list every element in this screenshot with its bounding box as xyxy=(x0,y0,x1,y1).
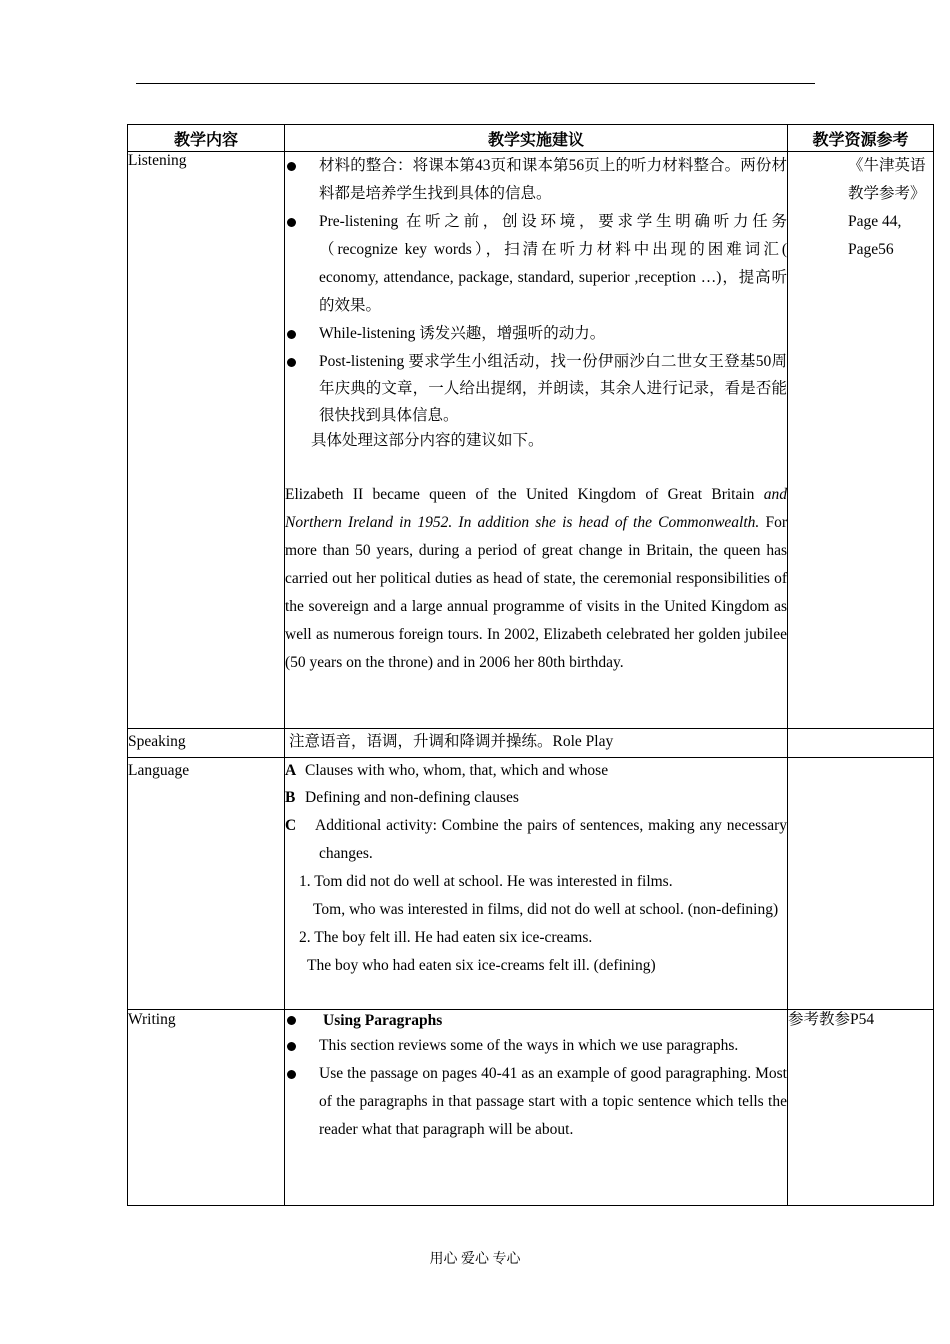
bullet-icon xyxy=(287,330,296,339)
writing-suggestions xyxy=(285,1010,788,1206)
listening-label: Listening xyxy=(128,152,285,729)
table-row-language xyxy=(128,758,934,1010)
bullet-icon xyxy=(287,162,296,171)
table-header-row xyxy=(128,125,934,152)
bullet-icon xyxy=(287,1070,296,1079)
lesson-plan-table xyxy=(127,124,934,1206)
example-answer: Tom, who was interested in films, did not do well at school. (non-defining) xyxy=(313,901,779,918)
list-item: Pre-listening 在听之前，创设环境，要求学生明确听力任务（recognize key words），扫清在听力材料中出现的困难词汇( economy, attendance, package, standard, superior ,reception …)，提高听的效果。 xyxy=(285,208,787,320)
table-row-speaking xyxy=(128,729,934,758)
list-item: While-listening 诱发兴趣，增强听的动力。 xyxy=(285,320,787,348)
header-teaching-content: 教学内容 xyxy=(128,125,285,152)
list-item: 材料的整合：将课本第43页和课本第56页上的听力材料整合。两份材料都是培养学生找到具体的信息。 xyxy=(285,152,787,208)
bullet-icon xyxy=(287,1016,296,1025)
speaking-label: Speaking xyxy=(128,729,285,758)
table-row-writing xyxy=(128,1010,934,1206)
language-suggestions xyxy=(285,758,788,1010)
writing-label: Writing xyxy=(128,1010,285,1206)
list-item: This section reviews some of the ways in which we use paragraphs. xyxy=(285,1032,787,1060)
list-item: Post-listening 要求学生小组活动，找一份伊丽沙白二世女王登基50周年庆典的文章，一人给出提纲，并朗读，其余人进行记录，看是否能很快找到具体信息。 xyxy=(285,348,787,429)
list-item: A Clauses with who, whom, that, which and whose xyxy=(285,762,609,779)
list-item: Using Paragraphs xyxy=(285,1010,787,1032)
language-resource xyxy=(788,758,934,1010)
bullet-icon xyxy=(287,1042,296,1051)
listening-passage: Elizabeth II became queen of the United Kingdom of Great Britain and Northern Ireland in 1952. In addition she is head of the Commonwealth. For more than 50 years, during a period of great change in Britain, the queen has carried out her political duties as head of state, the ceremonial responsibilities of the sovereign and a large annual programme of visits in the United Kingdom as well as numerous foreign tours. In 2002, Elizabeth celebrated her golden jubilee (50 years on the throne) and in 2006 her 80th birthday. xyxy=(285,486,787,671)
header-teaching-suggestions: 教学实施建议 xyxy=(285,125,788,152)
list-item: B Defining and non-defining clauses xyxy=(285,789,519,806)
table-row-listening xyxy=(128,152,934,729)
example-sentence: 2. The boy felt ill. He had eaten six ice-creams. xyxy=(299,929,593,946)
bullet-icon xyxy=(287,218,296,227)
page-footer: 用心 爱心 专心 xyxy=(429,1252,521,1267)
example-sentence: 1. Tom did not do well at school. He was interested in films. xyxy=(299,873,673,890)
header-teaching-resources: 教学资源参考 xyxy=(788,125,934,152)
writing-resource: 参考教参P54 xyxy=(788,1010,934,1206)
list-item: Use the passage on pages 40-41 as an example of good paragraphing. Most of the paragraphs in that passage start with a topic sentence which tells the reader what that paragraph will be about. xyxy=(285,1060,787,1144)
listening-note: 具体处理这部分内容的建议如下。 xyxy=(311,432,544,449)
listening-suggestions xyxy=(285,152,788,729)
bullet-icon xyxy=(287,358,296,367)
listening-resource: 《牛津英语教学参考》Page 44, Page56 xyxy=(788,152,934,729)
example-answer: The boy who had eaten six ice-creams felt ill. (defining) xyxy=(307,957,656,974)
header-rule xyxy=(136,83,815,84)
list-item: C Additional activity: Combine the pairs of sentences, making any necessary changes. xyxy=(285,817,787,862)
speaking-suggestion: 注意语音，语调，升调和降调并操练。Role Play xyxy=(285,729,788,758)
language-label: Language xyxy=(128,758,285,1010)
speaking-resource xyxy=(788,729,934,758)
